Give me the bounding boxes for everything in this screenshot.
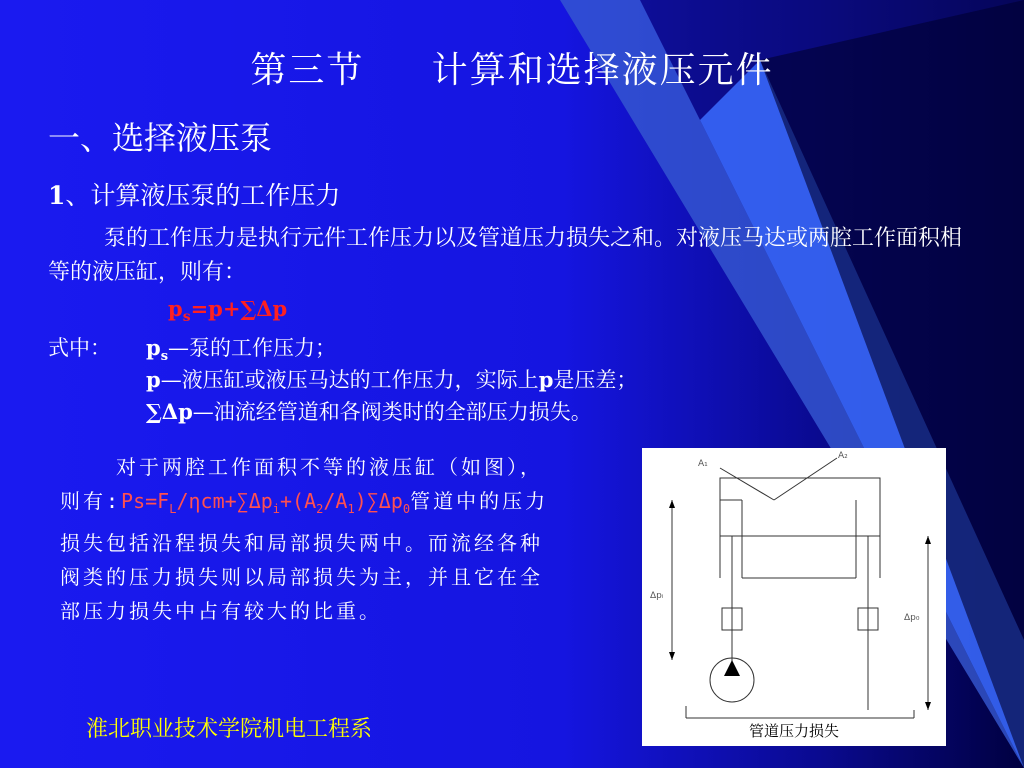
diagram-caption: 管道压力损失 bbox=[748, 722, 839, 740]
label-a1: A₁ bbox=[698, 459, 708, 469]
formula-ps: $p_s=p+\sum\Delta p$ bbox=[168, 296, 288, 326]
definition-p: p—液压缸或液压马达的工作压力，实际上p是压差； bbox=[146, 367, 638, 392]
paragraph-unequal-cylinder: 对于两腔工作面积不等的液压缸（如图），则有$:Ps=F_L/\eta cm+\sum\Delta p_i+(A_2/A_1)\sum\Delta p_0$管道中的压力损失包括沿程损失和局部损失两中。而流经各种阀类的压力损失则以局部损失为主，并且它在全部压力损失中占有较大的比重。 bbox=[60, 455, 549, 623]
label-dpi: Δpᵢ bbox=[650, 591, 664, 601]
footer-department: 淮北职业技术学院机电工程系 bbox=[86, 717, 373, 742]
label-a2: A₂ bbox=[838, 451, 848, 461]
formula-ps-unequal: $Ps=F_L/\eta cm+\sum\Delta p_i+(A_2/A_1)\sum\Delta p_0$ bbox=[121, 489, 411, 516]
definition-sum-dp: ∑Δp—油流经管道和各阀类时的全部压力损失。 bbox=[146, 399, 592, 424]
section-heading: 一、选择液压泵 bbox=[48, 119, 273, 157]
subsection-heading: 1、计算液压泵的工作压力 bbox=[48, 181, 341, 210]
pipeline-pressure-loss-diagram bbox=[642, 448, 946, 746]
slide-title: 第三节 计算和选择液压元件 bbox=[250, 50, 774, 91]
definitions-prefix: 式中： bbox=[48, 336, 111, 360]
paragraph-pump-pressure: 泵的工作压力是执行元件工作压力以及管道压力损失之和。对液压马达或两腔工作面积相等的液压缸，则有： bbox=[48, 226, 963, 285]
label-dp0: Δp₀ bbox=[904, 613, 920, 623]
hydraulic-circuit-drawing bbox=[642, 448, 946, 746]
definition-ps: $p_s—$泵的工作压力； bbox=[146, 335, 337, 365]
